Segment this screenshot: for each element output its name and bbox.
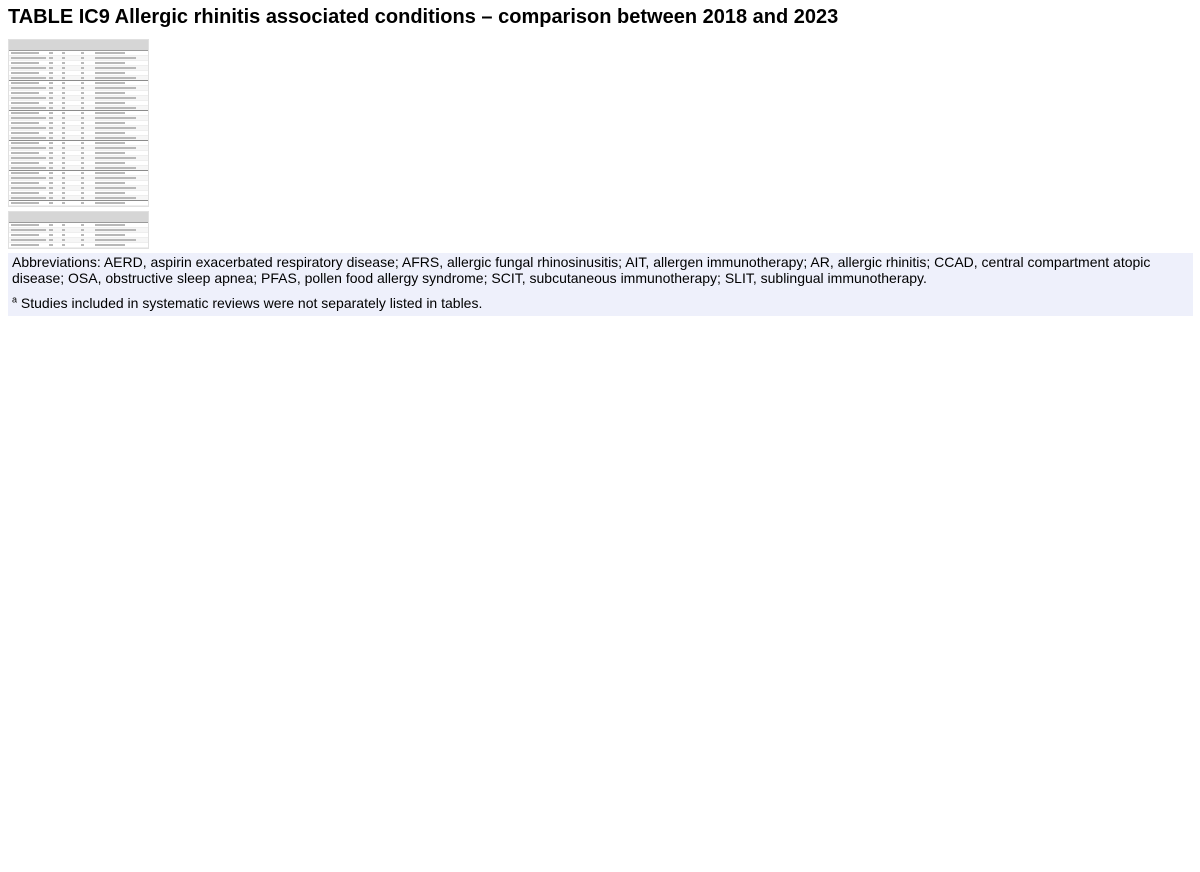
table-cell-text bbox=[62, 234, 65, 236]
table-cell-text bbox=[49, 82, 53, 84]
table-cell-text bbox=[49, 192, 53, 194]
table-cell-text bbox=[11, 127, 46, 129]
table-cell-text bbox=[11, 197, 46, 199]
table-cell-text bbox=[11, 187, 46, 189]
table-cell-text bbox=[11, 102, 39, 104]
table-cell-text bbox=[11, 52, 39, 54]
table-cell-text bbox=[11, 157, 46, 159]
table-cell-text bbox=[49, 102, 53, 104]
abbreviations-note: Abbreviations: AERD, aspirin exacerbated respiratory disease; AFRS, allergic fungal rhinosinusitis; AIT, allergen immunotherapy; AR, allergic rhinitis; CCAD, central compartment atopic disease; OSA, obstructive sleep apnea; PFAS, pollen food allergy syndrome; SCIT, subcutaneous immunotherapy; SLIT, sublingual immunotherapy. bbox=[12, 254, 1151, 286]
table-cell-text bbox=[81, 122, 84, 124]
table-cell-text bbox=[62, 192, 65, 194]
table-cell-text bbox=[62, 142, 65, 144]
table-cell-text bbox=[11, 92, 39, 94]
table-cell-text bbox=[62, 122, 65, 124]
table-cell-text bbox=[11, 172, 39, 174]
table-cell-text bbox=[62, 87, 65, 89]
table-cell-text bbox=[81, 137, 84, 139]
table-cell-text bbox=[81, 52, 84, 54]
table-cell-text bbox=[49, 202, 53, 204]
footnote-marker: a bbox=[12, 294, 18, 305]
table-cell-text bbox=[81, 117, 84, 119]
table-cell-text bbox=[49, 167, 53, 169]
table-body bbox=[9, 51, 148, 206]
table-cell-text bbox=[49, 162, 53, 164]
table-cell-text bbox=[62, 229, 65, 231]
table-cell-text bbox=[11, 97, 46, 99]
table-body bbox=[9, 223, 148, 248]
table-cell-text bbox=[81, 62, 84, 64]
table-cell-text bbox=[11, 177, 46, 179]
table-cell-text bbox=[95, 177, 136, 179]
table-notes bbox=[8, 253, 1193, 316]
table-cell-text bbox=[11, 107, 46, 109]
table-cell-text bbox=[95, 172, 125, 174]
table-cell-text bbox=[95, 167, 136, 169]
table-cell-text bbox=[62, 244, 65, 246]
table-cell-text bbox=[62, 57, 65, 59]
table-cell-text bbox=[62, 82, 65, 84]
table-cell-text bbox=[49, 147, 53, 149]
table-cell-text bbox=[81, 72, 84, 74]
table-cell-text bbox=[11, 117, 46, 119]
table-cell-text bbox=[95, 122, 125, 124]
table-cell-text bbox=[62, 127, 65, 129]
table-cell-text bbox=[49, 187, 53, 189]
table-cell-text bbox=[95, 229, 136, 231]
table-cell-text bbox=[62, 92, 65, 94]
table-cell-text bbox=[62, 177, 65, 179]
table-cell-text bbox=[95, 62, 125, 64]
table-cell-text bbox=[62, 172, 65, 174]
table-cell-text bbox=[95, 244, 125, 246]
table-cell-text bbox=[49, 244, 53, 246]
table-cell-text bbox=[62, 239, 65, 241]
table-cell-text bbox=[49, 229, 53, 231]
footnote-text: Studies included in systematic reviews were not separately listed in tables. bbox=[17, 295, 483, 311]
table-cell-text bbox=[49, 239, 53, 241]
page-title: TABLE IC9 Allergic rhinitis associated conditions – comparison between 2018 and 2023 bbox=[8, 6, 839, 28]
table-cell-text bbox=[81, 182, 84, 184]
table-cell-text bbox=[62, 187, 65, 189]
table-cell-text bbox=[95, 137, 136, 139]
table-cell-text bbox=[62, 102, 65, 104]
table-cell-text bbox=[95, 67, 136, 69]
table-cell-text bbox=[81, 87, 84, 89]
table-cell-text bbox=[95, 142, 125, 144]
table-cell-text bbox=[95, 182, 125, 184]
table-cell-text bbox=[11, 244, 39, 246]
table-cell-text bbox=[62, 182, 65, 184]
table-cell-text bbox=[49, 234, 53, 236]
table-cell-text bbox=[11, 82, 39, 84]
table-cell-text bbox=[62, 224, 65, 226]
table-cell-text bbox=[81, 239, 84, 241]
table-cell-text bbox=[81, 192, 84, 194]
table-cell-text bbox=[81, 187, 84, 189]
table-cell-text bbox=[49, 92, 53, 94]
table-cell-text bbox=[81, 172, 84, 174]
table-cell-text bbox=[62, 112, 65, 114]
table-cell-text bbox=[11, 87, 46, 89]
table-cell-text bbox=[11, 147, 46, 149]
table-cell-text bbox=[62, 137, 65, 139]
table-cell-text bbox=[49, 182, 53, 184]
table-cell-text bbox=[81, 82, 84, 84]
table-cell-text bbox=[49, 122, 53, 124]
table-cell-text bbox=[49, 197, 53, 199]
table-cell-text bbox=[49, 157, 53, 159]
table-cell-text bbox=[49, 137, 53, 139]
table-cell-text bbox=[49, 57, 53, 59]
table-cell-text bbox=[49, 127, 53, 129]
table-cell-text bbox=[81, 92, 84, 94]
table-cell-text bbox=[11, 239, 46, 241]
table-cell-text bbox=[81, 167, 84, 169]
table-cell-text bbox=[95, 87, 136, 89]
table-cell-text bbox=[62, 202, 65, 204]
table-cell-text bbox=[81, 77, 84, 79]
table-cell-text bbox=[11, 57, 46, 59]
table-cell-text bbox=[49, 112, 53, 114]
table-cell-text bbox=[95, 202, 125, 204]
table-cell-text bbox=[95, 127, 136, 129]
table-cell-text bbox=[81, 224, 84, 226]
table-cell-text bbox=[62, 132, 65, 134]
table-cell-text bbox=[95, 92, 125, 94]
table-cell-text bbox=[11, 224, 39, 226]
table-cell-text bbox=[49, 77, 53, 79]
table-cell-text bbox=[11, 142, 39, 144]
table-cell-text bbox=[81, 67, 84, 69]
table-row bbox=[9, 243, 148, 248]
table-cell-text bbox=[81, 127, 84, 129]
table-cell-text bbox=[95, 72, 125, 74]
table-cell-text bbox=[95, 117, 136, 119]
table-cell-text bbox=[81, 102, 84, 104]
table-cell-text bbox=[11, 112, 39, 114]
table-cell-text bbox=[49, 132, 53, 134]
table-row bbox=[9, 201, 148, 206]
table-cell-text bbox=[11, 77, 46, 79]
table-cell-text bbox=[95, 102, 125, 104]
table-cell-text bbox=[81, 112, 84, 114]
table-cell-text bbox=[62, 72, 65, 74]
table-cell-text bbox=[11, 72, 39, 74]
table-cell-text bbox=[11, 137, 46, 139]
table-cell-text bbox=[49, 72, 53, 74]
table-cell-text bbox=[81, 57, 84, 59]
table-cell-text bbox=[62, 77, 65, 79]
table-cell-text bbox=[49, 224, 53, 226]
table-cell-text bbox=[95, 82, 125, 84]
table-header-row bbox=[9, 40, 148, 51]
table-cell-text bbox=[62, 167, 65, 169]
table-cell-text bbox=[62, 97, 65, 99]
table-cell-text bbox=[81, 107, 84, 109]
table-cell-text bbox=[11, 122, 39, 124]
table-cell-text bbox=[49, 97, 53, 99]
table-cell-text bbox=[81, 244, 84, 246]
table-cell-text bbox=[95, 187, 136, 189]
table-cell-text bbox=[11, 234, 39, 236]
table-cell-text bbox=[95, 97, 136, 99]
table-header-row bbox=[9, 212, 148, 223]
table-cell-text bbox=[49, 177, 53, 179]
table-cell-text bbox=[62, 147, 65, 149]
table-cell-text bbox=[95, 107, 136, 109]
table-cell-text bbox=[49, 52, 53, 54]
table-cell-text bbox=[81, 197, 84, 199]
table-cell-text bbox=[95, 132, 125, 134]
table-cell-text bbox=[49, 67, 53, 69]
table-cell-text bbox=[49, 107, 53, 109]
table-cell-text bbox=[95, 239, 136, 241]
table-cell-text bbox=[62, 157, 65, 159]
table-cell-text bbox=[95, 157, 136, 159]
table-cell-text bbox=[62, 62, 65, 64]
table-cell-text bbox=[11, 132, 39, 134]
table-cell-text bbox=[95, 77, 136, 79]
table-cell-text bbox=[95, 192, 125, 194]
table-cell-text bbox=[11, 162, 39, 164]
table-cell-text bbox=[49, 87, 53, 89]
table-cell-text bbox=[81, 147, 84, 149]
table-cell-text bbox=[81, 202, 84, 204]
table-cell-text bbox=[81, 142, 84, 144]
table-cell-text bbox=[81, 234, 84, 236]
table-cell-text bbox=[11, 202, 39, 204]
table-cell-text bbox=[81, 177, 84, 179]
table-thumbnail-part-1 bbox=[8, 39, 149, 207]
table-cell-text bbox=[62, 162, 65, 164]
table-cell-text bbox=[11, 152, 39, 154]
table-cell-text bbox=[95, 57, 136, 59]
table-cell-text bbox=[95, 234, 125, 236]
table-cell-text bbox=[11, 192, 39, 194]
table-cell-text bbox=[95, 197, 136, 199]
table-cell-text bbox=[95, 112, 125, 114]
table-cell-text bbox=[81, 162, 84, 164]
table-cell-text bbox=[81, 132, 84, 134]
table-cell-text bbox=[62, 197, 65, 199]
table-cell-text bbox=[62, 67, 65, 69]
table-cell-text bbox=[49, 142, 53, 144]
table-cell-text bbox=[62, 152, 65, 154]
table-cell-text bbox=[81, 152, 84, 154]
table-thumbnail-part-2 bbox=[8, 211, 149, 249]
table-cell-text bbox=[49, 117, 53, 119]
footnote bbox=[12, 295, 1187, 311]
table-cell-text bbox=[62, 117, 65, 119]
table-cell-text bbox=[11, 229, 46, 231]
table-cell-text bbox=[49, 152, 53, 154]
table-cell-text bbox=[11, 62, 39, 64]
table-cell-text bbox=[49, 62, 53, 64]
table-cell-text bbox=[81, 229, 84, 231]
table-cell-text bbox=[11, 182, 39, 184]
table-cell-text bbox=[95, 152, 125, 154]
table-cell-text bbox=[62, 107, 65, 109]
table-cell-text bbox=[95, 147, 136, 149]
table-cell-text bbox=[95, 224, 125, 226]
table-cell-text bbox=[95, 52, 125, 54]
table-cell-text bbox=[81, 157, 84, 159]
table-cell-text bbox=[11, 67, 46, 69]
table-cell-text bbox=[49, 172, 53, 174]
table-cell-text bbox=[11, 167, 46, 169]
table-cell-text bbox=[62, 52, 65, 54]
table-cell-text bbox=[81, 97, 84, 99]
table-cell-text bbox=[95, 162, 125, 164]
